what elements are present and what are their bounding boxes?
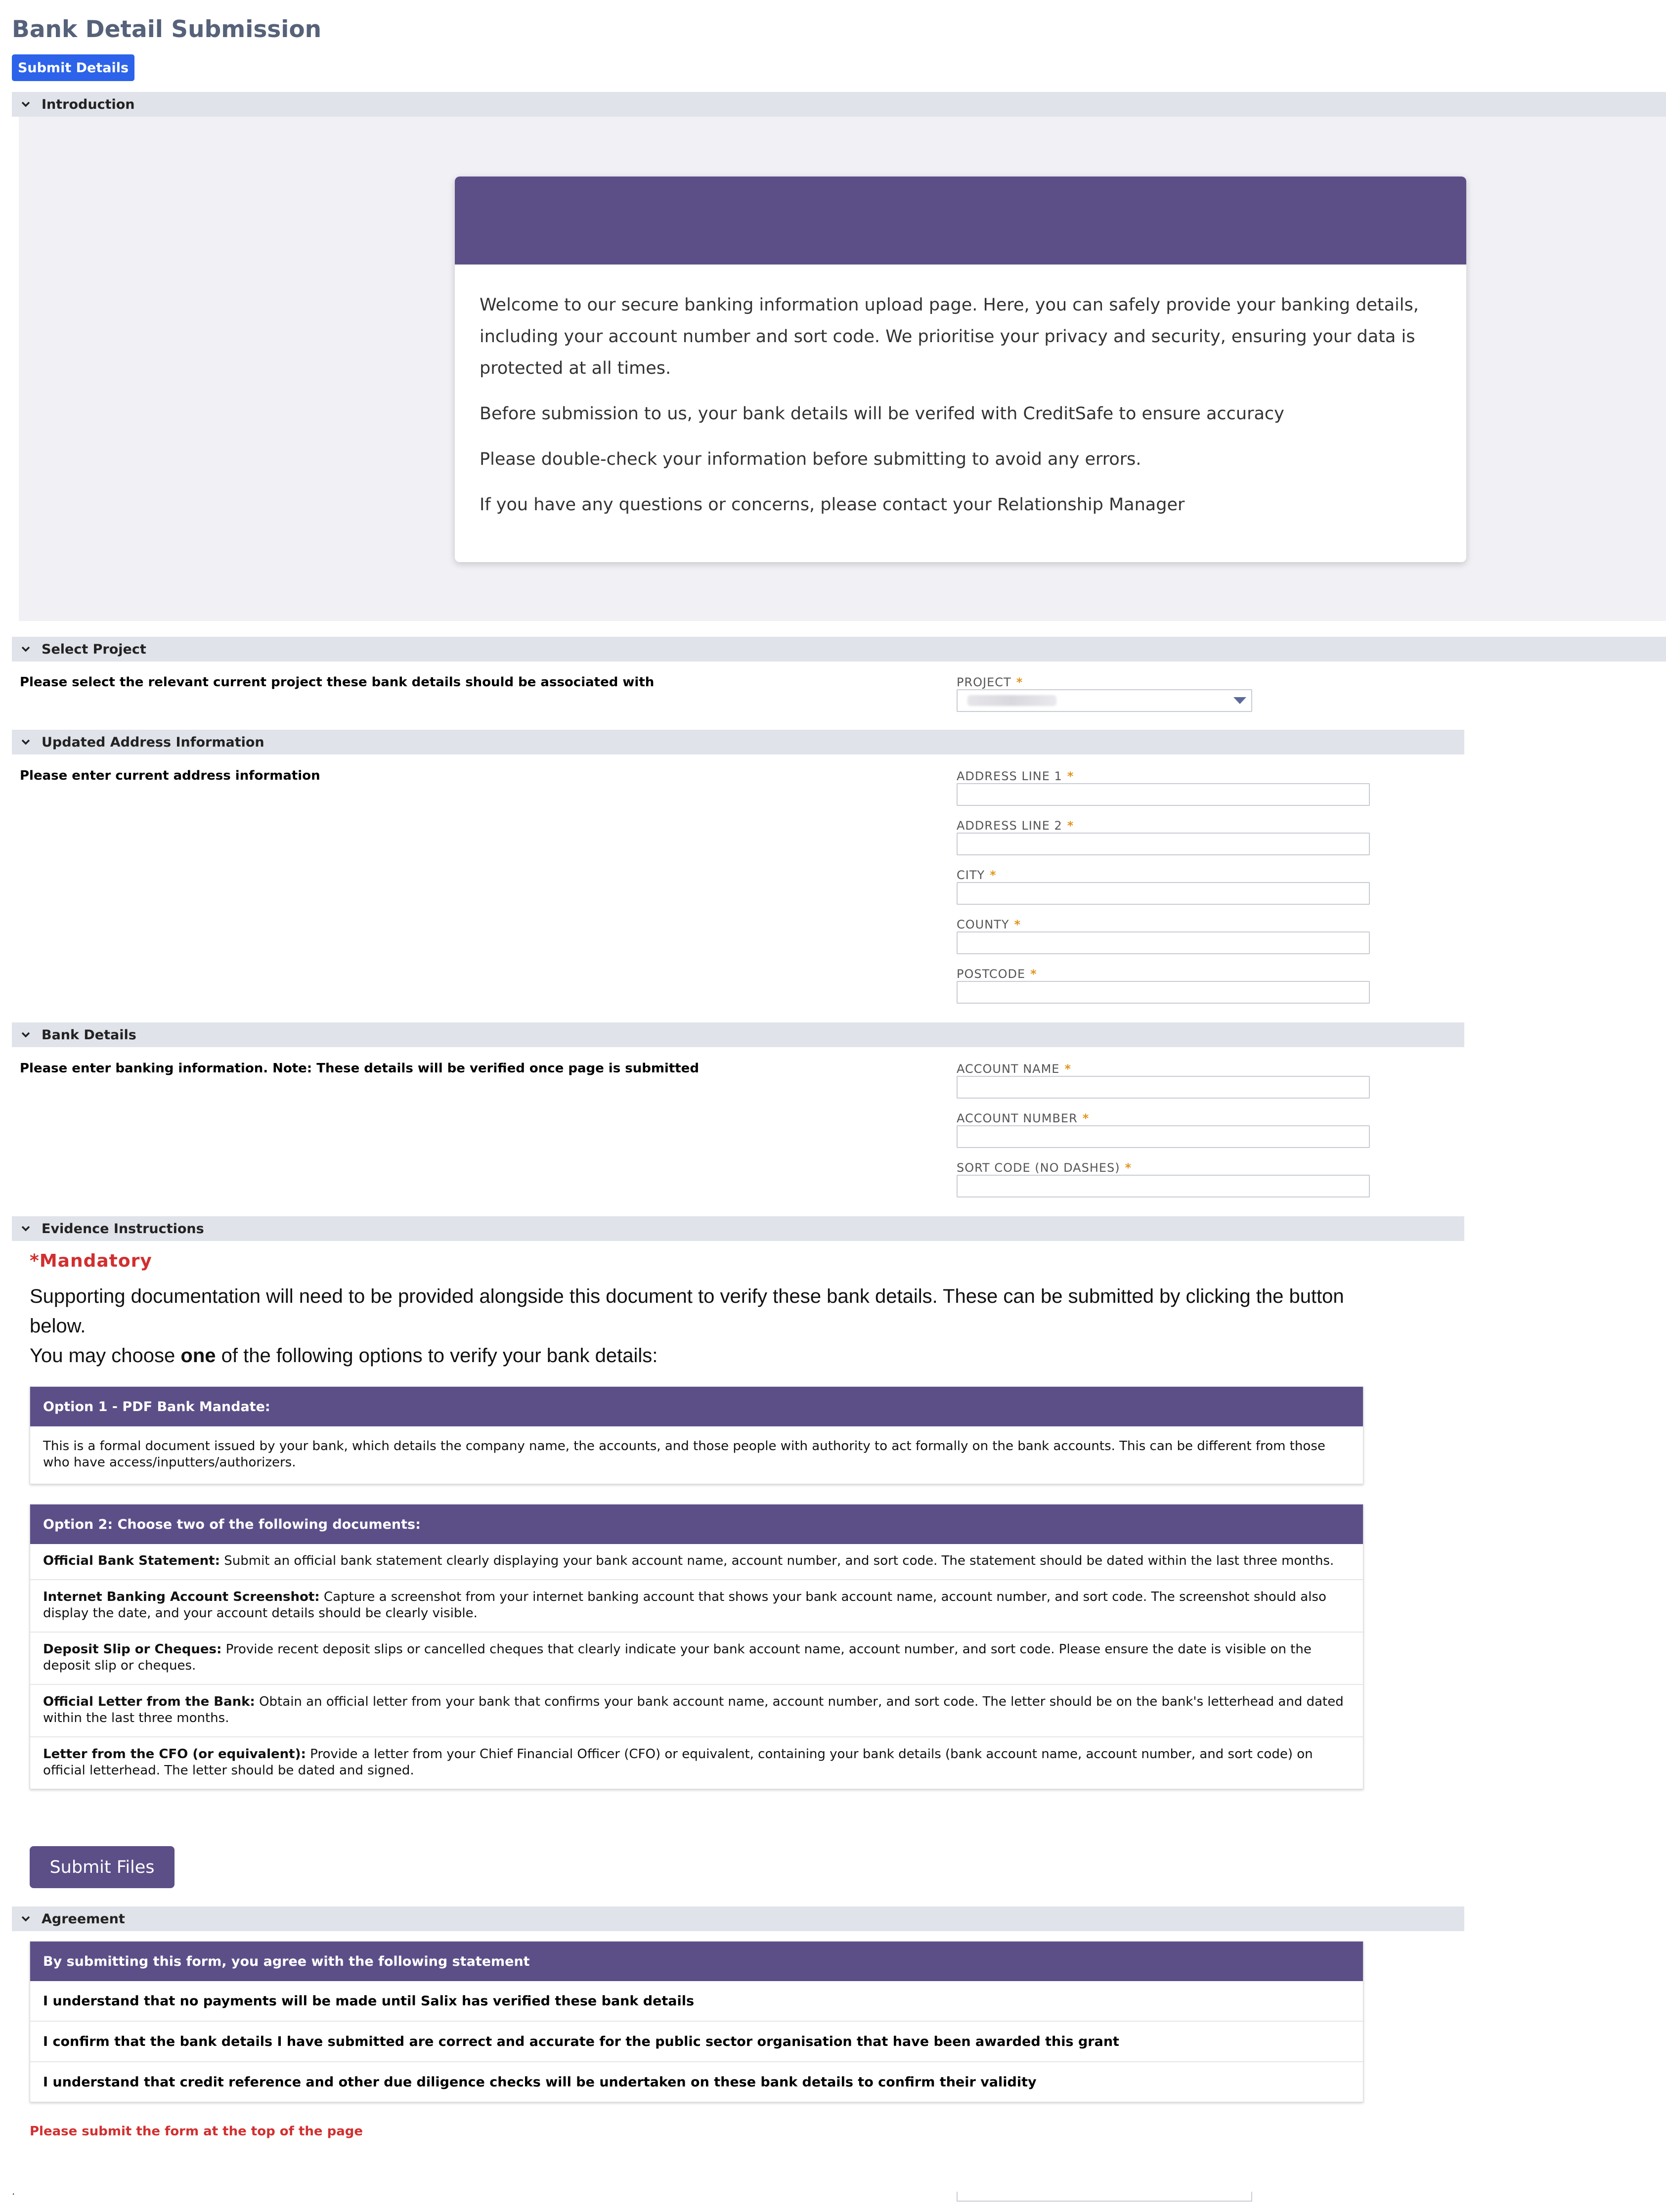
address-line-2-input[interactable] [957,833,1370,855]
chevron-down-icon [21,737,31,747]
section-header-introduction[interactable] [12,92,1666,117]
mandatory-note: *Mandatory [30,1251,152,1271]
intro-paragraph: Please double-check your information before submitting to avoid any errors. [480,449,1141,469]
section-title: Select Project [42,641,146,657]
required-marker: * [1016,675,1023,689]
account-number-input[interactable] [957,1125,1370,1148]
evidence-intro: Supporting documentation will need to be provided alongside this document to verify these bank details. These can be submitted by clicking the button below. [30,1285,1344,1337]
section-header-bank-details[interactable] [12,1022,1464,1047]
option-1-title: Option 1 - PDF Bank Mandate: [30,1387,1363,1426]
address-line-1-label: ADDRESS LINE 1 * [957,769,1074,783]
option-2-title: Option 2: Choose two of the following documents: [30,1504,1363,1544]
section-title: Introduction [42,96,135,112]
agreement-statement: I confirm that the bank details I have submitted are correct and accurate for the public sector organisation that have been awarded this grant [30,2022,1363,2062]
agreement-statement: I understand that no payments will be made until Salix has verified these bank details [30,1981,1363,2022]
address-line-1-input[interactable] [957,783,1370,806]
evidence-choose: You may choose one of the following options to verify your bank details: [30,1345,658,1367]
option-2-item: Deposit Slip or Cheques: Provide recent deposit slips or cancelled cheques that clearly indicate your bank account name, account number, and sort code. Please ensure the date is visible on the deposit slip or cheques. [30,1633,1363,1685]
county-input[interactable] [957,931,1370,954]
city-input[interactable] [957,882,1370,905]
chevron-down-icon [21,99,31,109]
welcome-card-body [455,265,1466,521]
chevron-down-icon [21,1224,31,1234]
intro-paragraph: If you have any questions or concerns, please contact your Relationship Manager [480,495,1185,515]
page-title: Bank Detail Submission [12,16,322,43]
bank-description: Please enter banking information. Note: These details will be verified once page is submitted [20,1061,699,1076]
agreement-header: By submitting this form, you agree with the following statement [30,1942,1363,1981]
section-title: Agreement [42,1911,125,1927]
postcode-input[interactable] [957,981,1370,1004]
option-2-item: Official Bank Statement: Submit an official bank statement clearly displaying your bank account name, account number, and sort code. The statement should be dated within the last three months. [30,1544,1363,1580]
account-name-label: ACCOUNT NAME * [957,1062,1072,1076]
intro-paragraph: Welcome to our secure banking information upload page. Here, you can safely provide your banking details, including your account number and sort code. We prioritise your privacy and security, ensuring your data is protected at all times. [480,295,1419,378]
chevron-down-icon [21,1030,31,1040]
address-line-2-label: ADDRESS LINE 2 * [957,819,1074,833]
account-name-input[interactable] [957,1076,1370,1099]
hidden-field-edge [957,2192,1252,2202]
project-select[interactable] [957,689,1252,712]
option-1-text: This is a formal document issued by your bank, which details the company name, the accounts, and those people with authority to act formally on the bank accounts. This can be different from those who have access/inputters/authorizers. [43,1439,1325,1470]
section-header-evidence[interactable] [12,1216,1464,1241]
option-1-card [30,1386,1363,1484]
evidence-instructions [30,1282,1364,1371]
caret-down-icon [1232,696,1247,707]
select-project-description: Please select the relevant current project these bank details should be associated with [20,675,655,690]
project-label: PROJECT * [957,675,1023,689]
welcome-card-header [455,177,1466,265]
section-title: Updated Address Information [42,734,264,750]
account-number-label: ACCOUNT NUMBER * [957,1111,1090,1125]
option-2-item: Letter from the CFO (or equivalent): Provide a letter from your Chief Financial Officer (CFO) or equivalent, containing your bank details (bank account name, account number, and sort code) on official letterhead. The letter should be dated and signed. [43,1747,1313,1778]
submit-details-button[interactable]: Submit Details [12,54,134,81]
option-2-item: Official Letter from the Bank: Obtain an official letter from your bank that confirms your bank account name, account number, and sort code. The letter should be on the bank's letterhead and dated within the last three months. [30,1685,1363,1737]
section-header-agreement[interactable] [12,1906,1464,1931]
section-title: Bank Details [42,1027,136,1043]
welcome-card [455,177,1466,562]
submit-files-button[interactable]: Submit Files [30,1846,175,1888]
option-2-item: Internet Banking Account Screenshot: Capture a screenshot from your internet banking account that shows your bank account name, account number, and sort code. The screenshot should also display the date, and your account details should be clearly visible. [30,1580,1363,1633]
agreement-statement: I understand that credit reference and other due diligence checks will be undertaken on these bank details to confirm their validity [43,2074,1037,2090]
chevron-down-icon [21,1914,31,1924]
project-select-value [967,695,1056,706]
city-label: CITY * [957,868,997,882]
submit-reminder: Please submit the form at the top of the page [30,2124,363,2139]
intro-paragraph: Before submission to us, your bank details will be verifed with CreditSafe to ensure accuracy [480,404,1284,424]
stray-mark: . [12,2185,15,2197]
agreement-card [30,1941,1363,2102]
section-title: Evidence Instructions [42,1221,204,1237]
address-description: Please enter current address information [20,768,320,783]
county-label: COUNTY * [957,918,1021,931]
postcode-label: POSTCODE * [957,967,1037,981]
sort-code-input[interactable] [957,1175,1370,1197]
option-2-card [30,1504,1363,1789]
chevron-down-icon [21,644,31,654]
sort-code-label: SORT CODE (NO DASHES) * [957,1161,1132,1175]
section-header-address[interactable] [12,730,1464,754]
section-header-select-project[interactable] [12,637,1666,662]
